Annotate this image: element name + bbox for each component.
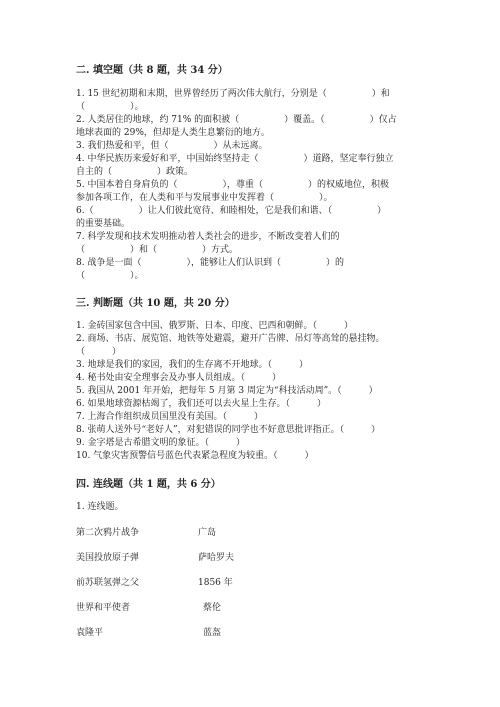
matching-left-item[interactable]: 美国投放原子弹	[76, 553, 140, 563]
question-line: 4. 秘书处由安全理事会及办事人员组成。（ ）	[76, 373, 281, 383]
question-line: 的重要基础。	[76, 219, 131, 229]
section-heading-matching: 四. 连线题（共 1 题，共 6 分）	[76, 479, 221, 490]
question-line: 2. 人类居住的地球，约 71% 的面积被（ ）覆盖。（ ）仅占	[76, 115, 397, 125]
question-line: （ ）。	[76, 102, 144, 112]
question-line: 7. 上海合作组织成员国里没有美国。（ ）	[76, 412, 263, 422]
matching-left-item[interactable]: 第二次鸦片战争	[76, 528, 140, 538]
question-line: 1. 15 世纪初期和末期，世界曾经历了两次伟大航行，分别是（ ）和	[76, 89, 390, 99]
question-line: 3. 地球是我们的家园，我们的生存离不开地球。（ ）	[76, 360, 308, 370]
matching-left-item[interactable]: 前苏联氢弹之父	[76, 578, 140, 588]
question-line: （ ）。	[76, 271, 144, 281]
question-line: （ ）和（ ）方式。	[76, 245, 239, 255]
question-line: 8. 战争是一面（ ），能够让人们认识到（ ）的	[76, 258, 344, 268]
matching-right-item[interactable]: 蓝盔	[203, 628, 222, 638]
question-line: 10. 气象灾害预警信号蓝色代表紧急程度为较重。（ ）	[76, 451, 314, 461]
matching-right-item[interactable]: 萨哈罗夫	[198, 553, 235, 563]
section-heading-fill-blank: 二. 填空题（共 8 题，共 34 分）	[76, 65, 228, 76]
question-line: 3. 我们热爱和平，但（ ）从未远离。	[76, 141, 268, 151]
question-line: 8. 张萌人送外号“老好人”，对犯错误的同学也不好意思批评指正。（ ）	[76, 425, 381, 435]
matching-right-item[interactable]: 1856 年	[198, 578, 233, 588]
question-line: 2. 商场、书店、展览馆、地铁等处避震，避开广告牌、吊灯等高耸的悬挂物。	[76, 334, 385, 344]
question-line: 1. 金砖国家包含中国、俄罗斯、日本、印度、巴西和朝鲜。（ ）	[76, 321, 353, 331]
question-line: 5. 中国本着自身肩负的（ ），尊重（ ）的权威地位，积极	[76, 180, 389, 190]
question-line: （ ）	[76, 347, 122, 357]
question-line: 4. 中华民族历来爱好和平，中国始终坚持走（ ）道路，坚定奉行独立	[76, 154, 394, 164]
question-line: 6.（ ）让人们彼此宽待、和睦相处，它是我们和谐、（ ）	[76, 206, 387, 216]
section-heading-true-false: 三. 判断题（共 10 题，共 20 分）	[76, 298, 235, 309]
matching-intro: 1. 连线题。	[76, 502, 124, 512]
matching-right-item[interactable]: 广岛	[198, 528, 217, 538]
question-line: 5. 我国从 2001 年开始，把每年 5 月第 3 周定为“科技活动周”。（ ）	[76, 386, 378, 396]
question-line: 自主的（ ）政策。	[76, 167, 194, 177]
matching-left-item[interactable]: 世界和平使者	[76, 603, 131, 613]
question-line: 地球表面的 29%，但却是人类生息繁衍的地方。	[76, 128, 270, 138]
question-line: 6. 如果地球资源枯竭了，我们还可以去火星上生存。（ ）	[76, 399, 326, 409]
matching-right-item[interactable]: 蔡伦	[203, 603, 222, 613]
question-line: 7. 科学发现和技术发明推动着人类社会的进步，不断改变着人们的	[76, 232, 340, 242]
question-line: 9. 金字塔是古希腊文明的象征。（ ）	[76, 438, 245, 448]
question-line: 参加各项工作，在人类和平与发展事业中发挥着（ ）。	[76, 193, 333, 203]
matching-left-item[interactable]: 袁隆平	[76, 628, 104, 638]
